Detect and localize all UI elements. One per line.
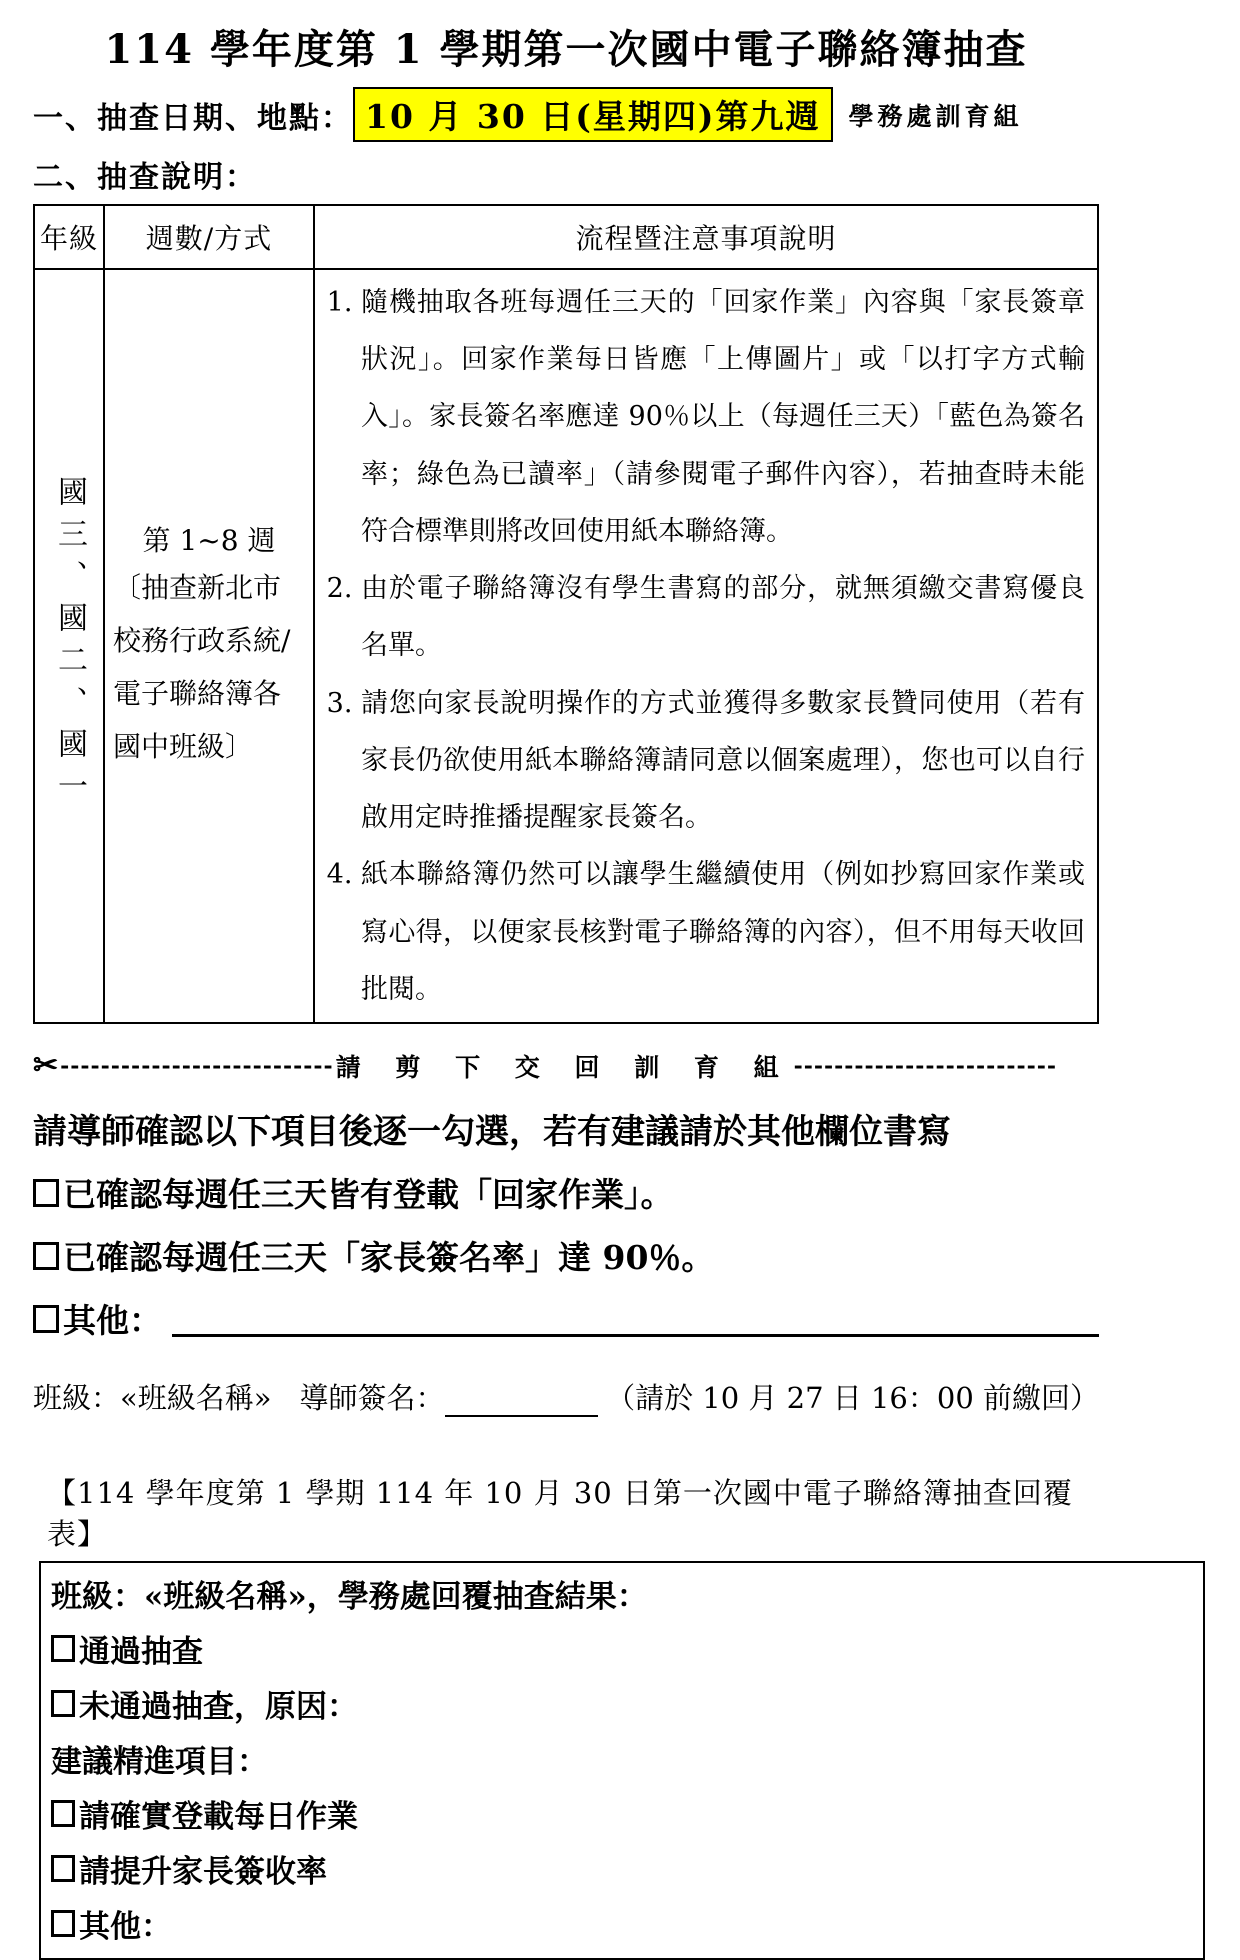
table-header-row — [34, 205, 1098, 269]
confirm-item-other — [33, 1295, 1099, 1342]
reply-item-suggestion-label: 建議精進項目： — [51, 1744, 268, 1781]
grade-text: 國三、國二、國一 — [52, 476, 87, 813]
reply-item-other — [51, 1901, 1189, 1946]
reply-item-raise-signrate-label: 請提升家長簽收率 — [79, 1854, 327, 1891]
return-deadline-text: （請於 10 月 27 日 16：00 前繳回） — [606, 1381, 1099, 1416]
note-item-1: 1. 隨機抽取各班每週任三天的「回家作業」內容與「家長簽章狀況」。回家作業每日皆應「上傳圖片」或「以打字方式輸入」。家長簽名率應達 90％以上（每週任三天）「藍色為簽名率；綠色為已讀率」（請參閱電子郵件內容），若抽查時未能符合標準則將改回使用紙本聯絡簿。 — [361, 274, 1085, 560]
reply-item-suggestion-heading — [51, 1736, 1189, 1781]
reply-item-record-daily — [51, 1791, 1189, 1836]
checkbox-pass[interactable] — [51, 1635, 75, 1662]
reply-form-title: 【114 學年度第 1 學期 114 年 10 月 30 日第一次國中電子聯絡簿抽查回覆表】 — [47, 1476, 1073, 1552]
week-note-text: 〔抽查新北市校務行政系統/電子聯絡簿各國中班級〕 — [113, 570, 291, 764]
header-grade: 年級 — [34, 205, 104, 269]
cut-line — [33, 1048, 1099, 1084]
checkbox-other[interactable] — [33, 1305, 59, 1333]
grade-cell — [34, 269, 104, 1023]
reply-item-raise-signrate — [51, 1846, 1189, 1891]
checkbox-signrate[interactable] — [33, 1242, 59, 1270]
confirm-item-signrate-label: 已確認每週任三天「家長簽名率」達 90％。 — [63, 1238, 715, 1278]
cut-line-label: 請 剪 下 交 回 訓 育 組 — [335, 1053, 792, 1083]
teacher-signature-line[interactable] — [445, 1385, 599, 1417]
weeks-cell — [104, 269, 314, 1023]
checkbox-record-daily[interactable] — [51, 1800, 75, 1827]
cut-line-right-dashes: -------------------------- — [793, 1053, 1058, 1080]
checkbox-fail[interactable] — [51, 1690, 75, 1717]
table-row — [34, 269, 1098, 1023]
signature-row — [33, 1376, 1099, 1417]
confirm-item-homework — [33, 1169, 1099, 1216]
inspection-description-label: 二、抽查說明： — [33, 160, 257, 195]
reply-item-fail — [51, 1681, 1189, 1726]
reply-item-pass — [51, 1626, 1189, 1671]
cut-line-left-dashes: --------------------------- — [60, 1053, 334, 1080]
confirm-item-signrate — [33, 1232, 1099, 1279]
teacher-signature-label: 導師簽名： — [299, 1381, 445, 1416]
reply-item-pass-label: 通過抽查 — [79, 1634, 203, 1671]
checkbox-raise-signrate[interactable] — [51, 1855, 75, 1882]
confirm-item-other-label: 其他： — [63, 1301, 162, 1341]
note-item-2: 2. 由於電子聯絡簿沒有學生書寫的部分，就無須繳交書寫優良名單。 — [361, 560, 1085, 674]
week-range-text: 第 1~8 週 — [142, 523, 276, 557]
class-name-label: 班級：«班級名稱» — [33, 1381, 272, 1416]
checkbox-homework[interactable] — [33, 1179, 59, 1207]
inspection-date-label: 一、抽查日期、地點： — [33, 100, 353, 136]
reply-item-other-label: 其他： — [79, 1909, 172, 1946]
notes-list — [319, 274, 1085, 1018]
reply-class-line — [51, 1571, 1189, 1616]
header-notes: 流程暨注意事項說明 — [314, 205, 1098, 269]
scissors-icon: ✂ — [33, 1048, 59, 1084]
reply-item-fail-label: 未通過抽查，原因： — [79, 1689, 358, 1726]
inspection-unit-label: 學務處訓育組 — [848, 101, 1023, 131]
inspection-date-highlight: 10 月 30 日(星期四)第九週 — [353, 87, 833, 142]
other-write-in-line[interactable] — [172, 1301, 1099, 1337]
notes-cell — [314, 269, 1098, 1023]
note-item-4: 4. 紙本聯絡簿仍然可以讓學生繼續使用（例如抄寫回家作業或寫心得，以便家長核對電子聯絡簿的內容），但不用每天收回批閱。 — [361, 846, 1085, 1018]
reply-form-box — [39, 1561, 1205, 1960]
confirm-item-homework-label: 已確認每週任三天皆有登載「回家作業」。 — [63, 1175, 674, 1215]
page-title: 114 學年度第 1 學期第一次國中電子聯絡簿抽查 — [104, 26, 1028, 73]
checkbox-reply-other[interactable] — [51, 1910, 75, 1937]
reply-class-label: 班級：«班級名稱»，學務處回覆抽查結果： — [51, 1579, 648, 1616]
inspection-table — [33, 204, 1099, 1024]
note-item-3: 3. 請您向家長說明操作的方式並獲得多數家長贊同使用（若有家長仍欲使用紙本聯絡簿請同意以個案處理），您也可以自行啟用定時推播提醒家長簽名。 — [361, 675, 1085, 847]
header-weeks: 週數/方式 — [104, 205, 314, 269]
reply-item-record-daily-label: 請確實登載每日作業 — [79, 1799, 358, 1836]
inspection-date-row — [33, 87, 1099, 142]
teacher-instruction-text: 請導師確認以下項目後逐一勾選，若有建議請於其他欄位書寫 — [33, 1112, 951, 1153]
